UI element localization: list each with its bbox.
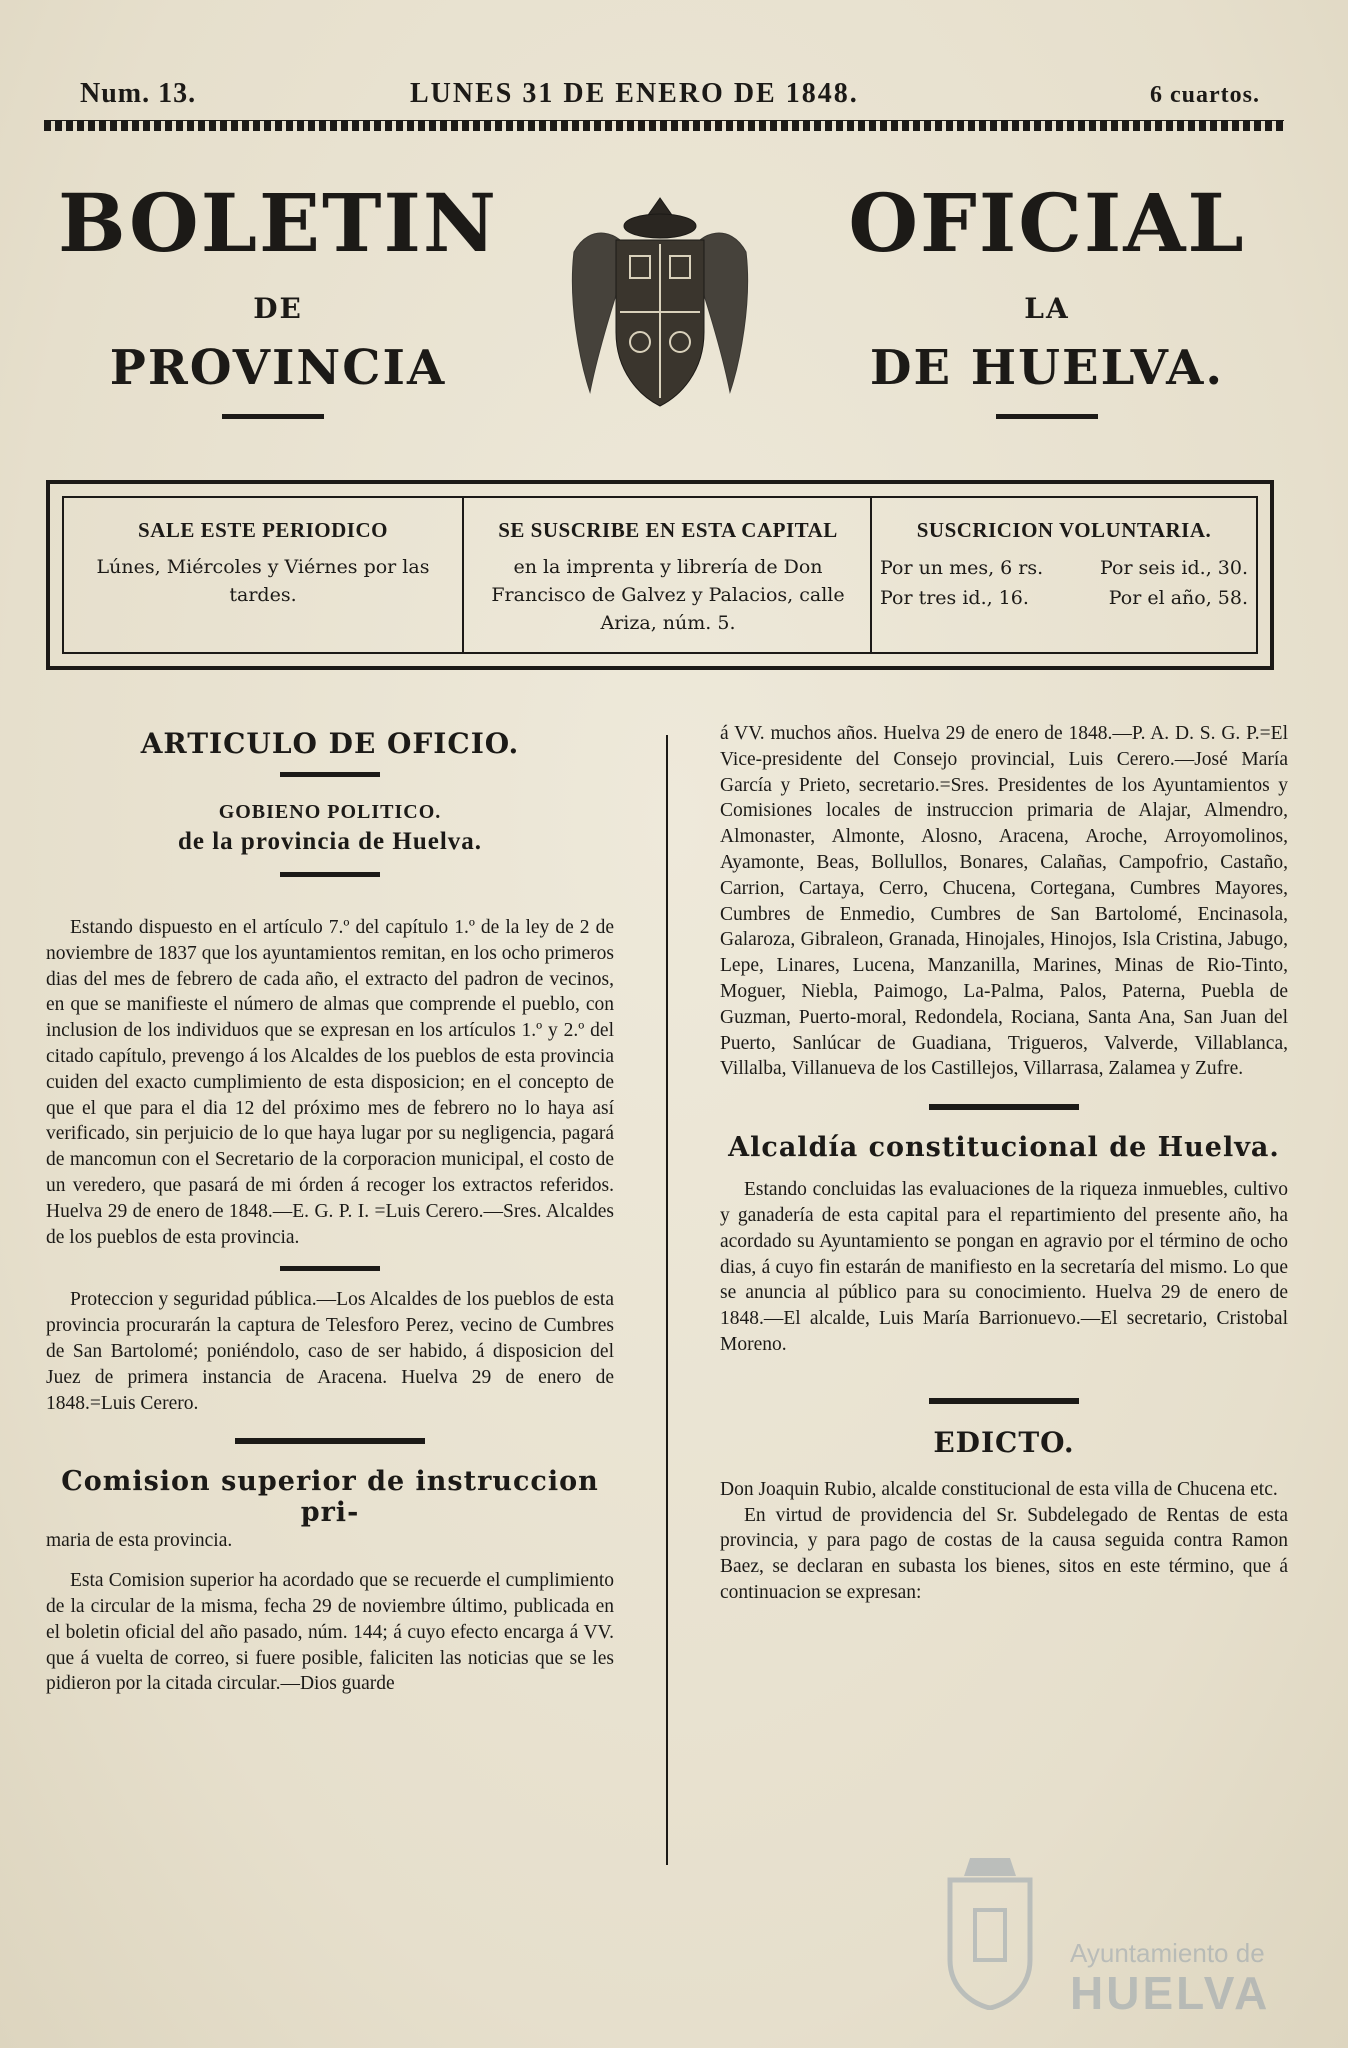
masthead-rule-right — [996, 414, 1098, 419]
article-comision-cont: á VV. muchos años. Huelva 29 de enero de 1848.—P. A. D. S. G. P.=El Vice-presidente del Consejo provincial, Luis Cerero.—José María García y Prieto, secretario.=Sres. Presidentes de los Ayuntamientos y Comisiones locales de instruccion primaria de Alajar, Almendro, Almonaster, Almonte, Alosno, Aracena, Aroche, Arroyomolinos, Ayamonte, Beas, Bollullos, Bonares, Calañas, Campofrio, Castaño, Carrion, Cartaya, Cerro, Chucena, Cortegana, Cumbres Mayores, Cumbres de Enmedio, Cumbres de San Bartolomé, Encinasola, Galaroza, Gibraleon, Granada, Hinojales, Hinojos, Isla Cristina, Jabugo, Lepe, Linares, Lucena, Manzanilla, Marines, Minas de Rio-Tinto, Moguer, Niebla, Paimogo, La-Palma, Palos, Paterna, Puebla de Guzman, Puerto-moral, Redondela, Rociana, Santa Ana, San Juan del Puerto, Sanlúcar de Guadiana, Trigueros, Valverde, Villablanca, Villalba, Villanueva de los Castillejos, Villarrasa, Zalamea y Zufre. — [720, 723, 1288, 1080]
masthead-boletin: BOLETIN — [57, 176, 499, 270]
rule — [929, 1398, 1079, 1404]
article-comision: Esta Comision superior ha acordado que se recuerde el cumplimiento de la circular de la misma, fecha 29 de noviembre último, publicada en el boletin oficial del año pasado, núm. 144; á cuyo efecto encarga á VV. que á vuelta de correo, si fuere posible, faliciten las noticias que se les pidieron por la citada circular.—Dios guarde — [46, 1570, 614, 1695]
masthead-provincia: PROVINCIA — [109, 340, 447, 396]
subscription-box — [46, 480, 1274, 670]
huelva-crest-icon — [930, 1850, 1050, 2010]
price-year: Por el año, 58. — [1108, 587, 1248, 609]
prices-title: SUSCRICION VOLUNTARIA. — [916, 518, 1212, 542]
subscription-location — [462, 498, 872, 652]
article-proteccion: Proteccion y seguridad pública.—Los Alcaldes de los pueblos de esta provincia procurarán la captura de Telesforo Perez, vecino de Cumbres de San Bartolomé; poniéndolo, caso de ser habido, á disposicion del Juez de primera instancia de Aracena. Huelva 29 de enero de 1848.=Luis Cerero. — [46, 1289, 614, 1414]
column-divider — [666, 735, 668, 1865]
issue-date: LUNES 31 DE ENERO DE 1848. — [410, 78, 859, 109]
comision-title: Comision superior de instruccion pri- — [61, 1466, 599, 1529]
masthead-oficial: OFICIAL — [848, 176, 1246, 270]
location-title: SE SUSCRIBE EN ESTA CAPITAL — [498, 518, 838, 542]
masthead-la: LA — [1024, 292, 1070, 325]
rule — [929, 1104, 1079, 1110]
gobierno-title: GOBIENO POLITICO. — [218, 801, 442, 823]
watermark-line2: HUELVA — [1070, 1967, 1271, 2019]
subscription-schedule — [64, 498, 462, 652]
issue-header — [80, 78, 1260, 114]
price-six: Por seis id., 30. — [1099, 557, 1248, 579]
rule — [235, 1438, 425, 1444]
ayuntamiento-watermark — [930, 1850, 1290, 2020]
rule — [280, 1266, 380, 1271]
watermark-line1: Ayuntamiento de — [1070, 1938, 1265, 1968]
price-three: Por tres id., 16. — [880, 587, 1029, 609]
masthead-rule-left — [222, 414, 324, 419]
location-text: en la imprenta y librería de Don Francisco de Galvez y Palacios, calle Ariza, núm. 5. — [491, 556, 845, 634]
edicto-title: EDICTO. — [933, 1425, 1075, 1459]
schedule-text: Lúnes, Miércoles y Viérnes por las tardes. — [96, 556, 430, 606]
alcaldia-title: Alcaldía constitucional de Huelva. — [728, 1132, 1280, 1164]
article-padron: Estando dispuesto en el artículo 7.º del capítulo 1.º de la ley de 2 de noviembre de 1837 que los ayuntamientos remitan, en los ocho primeros dias del mes de febrero de cada año, el extracto del padron de vecinos, en que se manifieste el número de almas que comprende el pueblo, con inclusion de los individuos que se expresan en los artículos 1.º y 2.º del citado capítulo, prevengo á los Alcaldes de los pueblos de esta provincia cuiden del exacto cumplimiento de esta disposicion; en el concepto de que el que para el dia 12 del próximo mes de febrero no lo haya así verificado, sin perjuicio de lo que haya lugar por su negligencia, pagará de mancomun con el Secretario de la corporacion municipal, el costo de un veredero, que pasará de mi órden á recoger los extractos referidos. Huelva 29 de enero de 1848.—E. G. P. I. =Luis Cerero.—Sres. Alcaldes de los pueblos de esta provincia. — [46, 917, 614, 1248]
issue-number: Num. 13. — [80, 78, 197, 109]
section-title: ARTICULO DE OFICIO. — [140, 727, 520, 760]
edicto-intro: Don Joaquin Rubio, alcalde constitucional de esta villa de Chucena etc. — [720, 1478, 1278, 1500]
comision-subtitle: maria de esta provincia. — [46, 1530, 233, 1552]
edicto-body: En virtud de providencia del Sr. Subdelegado de Rentas de esta provincia, y para pago de costas de la causa seguida contra Ramon Baez, se declaran en subasta los bienes, sitos en este término, que á continuacion se expresan: — [720, 1504, 1288, 1603]
coat-of-arms-icon — [560, 192, 760, 412]
section-rule — [280, 772, 380, 777]
masthead-de: DE — [253, 292, 303, 325]
schedule-title: SALE ESTE PERIODICO — [138, 518, 388, 542]
article-alcaldia: Estando concluidas las evaluaciones de la riqueza inmuebles, cultivo y ganadería de esta capital para el repartimiento del presente año, ha acordado su Ayuntamiento se pongan en agravio por el término de ocho dias, á cuyo fin estarán de manifiesto en la secretaría del mismo. Lo que se anuncia al público para su conocimiento. Huelva 29 de enero de 1848.—El alcalde, Luis María Barrionuevo.—El secretario, Cristobal Moreno. — [720, 1179, 1288, 1355]
gobierno-subtitle: de la provincia de Huelva. — [177, 828, 483, 855]
masthead-de-huelva: DE HUELVA. — [869, 340, 1225, 396]
ornamental-rule — [44, 120, 1284, 131]
subscription-prices — [870, 498, 1256, 652]
price-month: Por un mes, 6 rs. — [880, 557, 1044, 579]
issue-price: 6 cuartos. — [1150, 82, 1260, 108]
rule — [280, 872, 380, 877]
